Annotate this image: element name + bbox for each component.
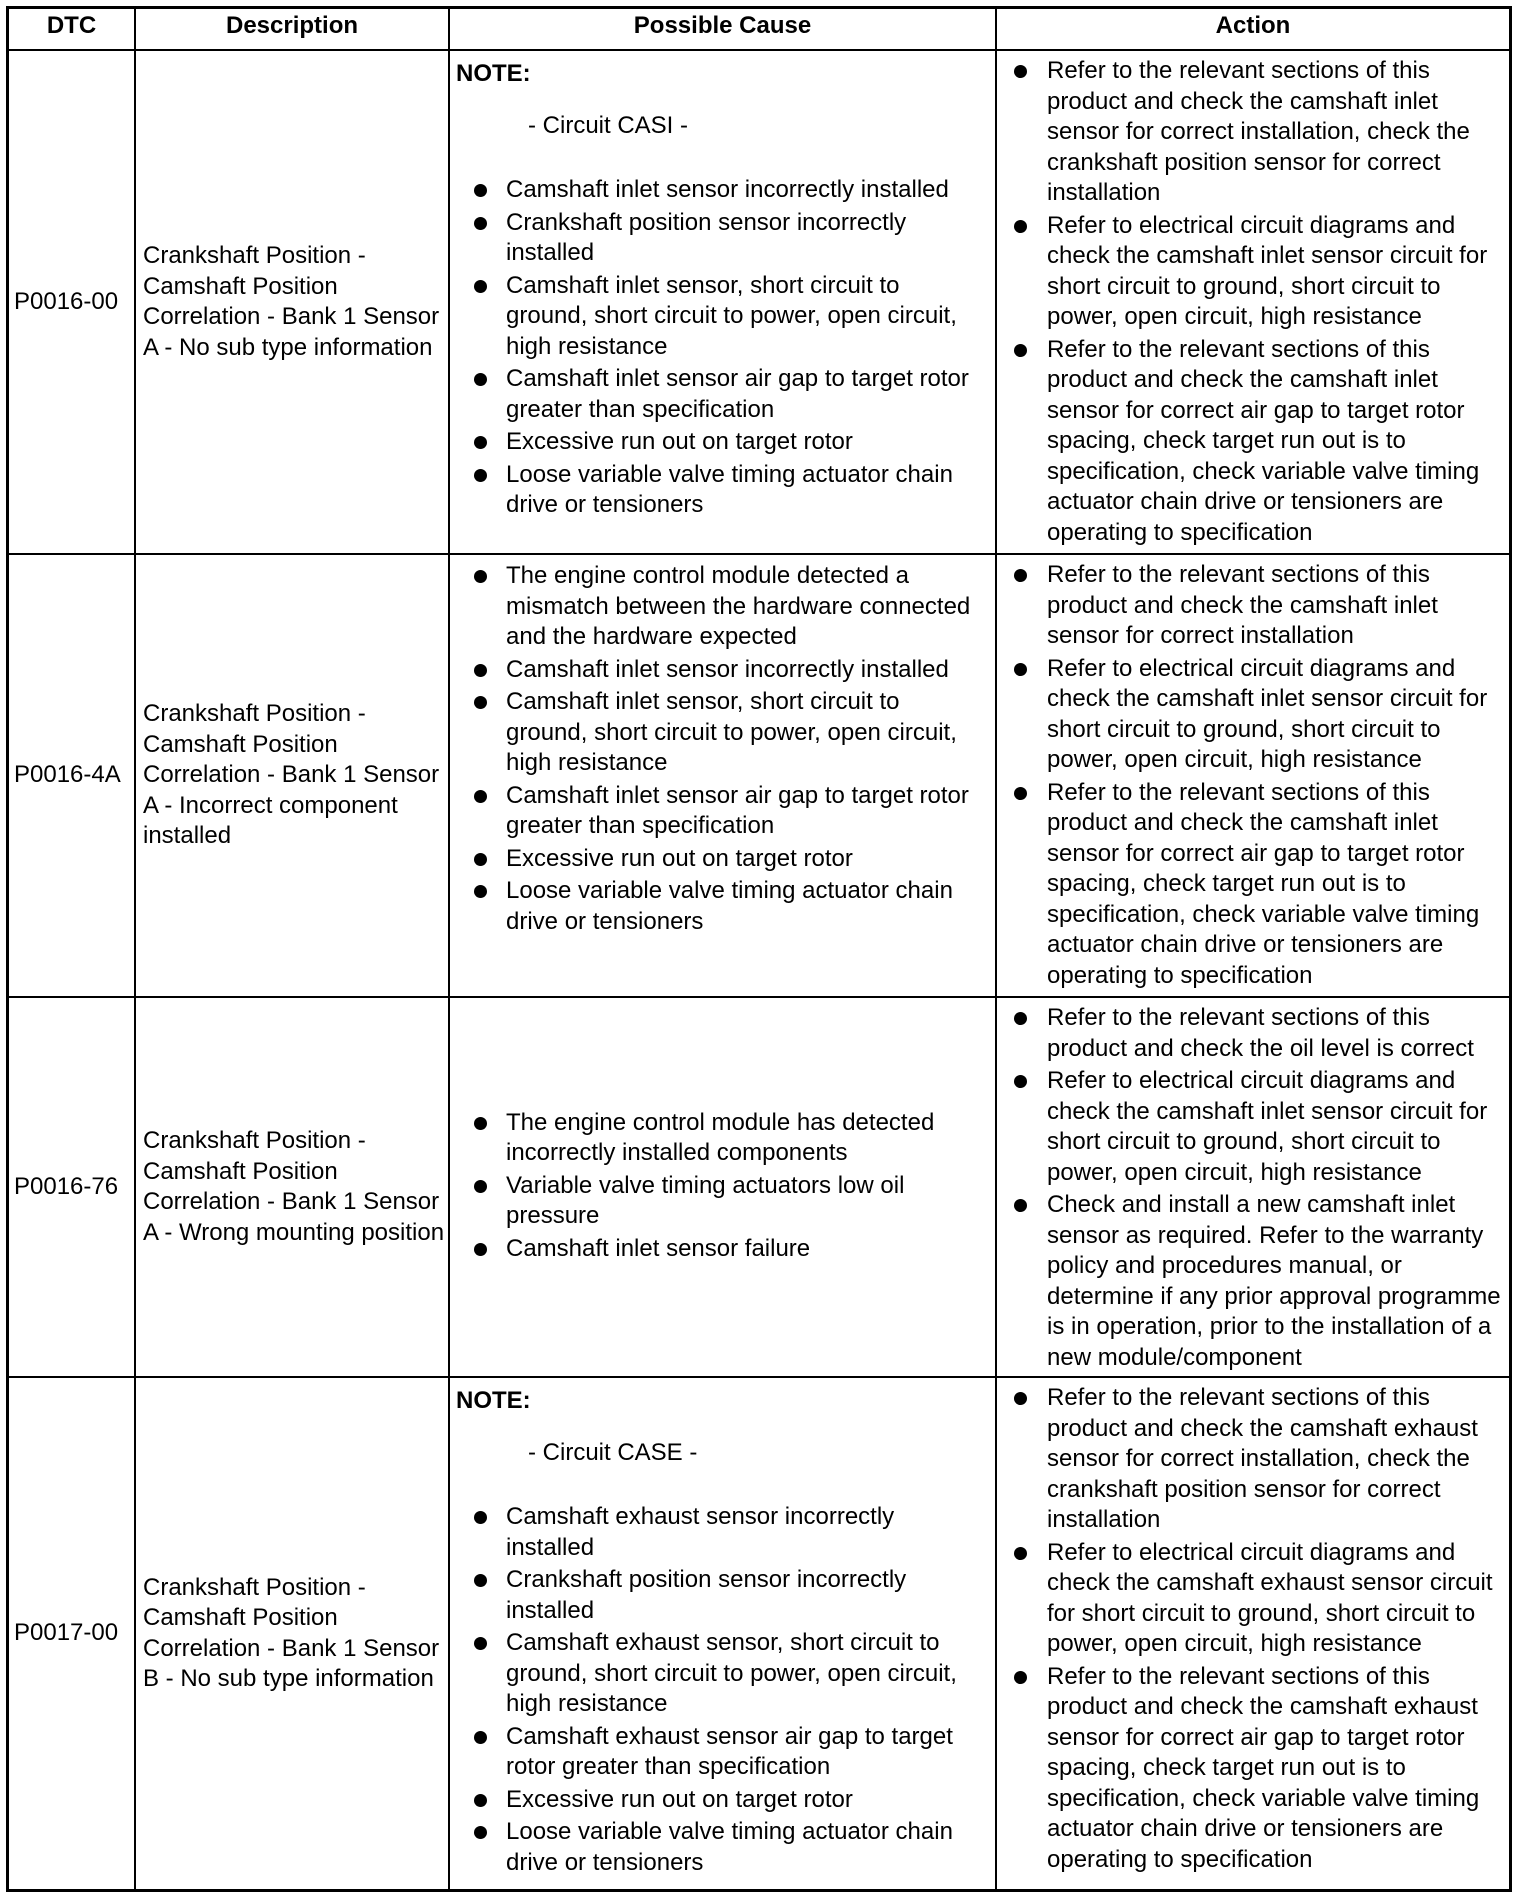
list-item: Check and install a new camshaft inlet sensor as required. Refer to the warranty policy and procedures manual, or determine if any prior approval programme is in operation, prior to the installation of a new module/component xyxy=(1013,1190,1503,1373)
action-cell xyxy=(995,1378,1509,1889)
description-text: Crankshaft Position - Camshaft Position Correlation - Bank 1 Sensor A - Incorrect component installed xyxy=(143,700,440,850)
cause-list xyxy=(456,561,985,937)
header-description: Description xyxy=(134,9,448,49)
dtc-code: P0017-00 xyxy=(14,1619,119,1647)
list-item: Refer to the relevant sections of this product and check the camshaft inlet sensor for correct air gap to target rotor spacing, check target run out is to specification, check variable valve timing actuator chain drive or tensioners are operating to specification xyxy=(1013,778,1503,992)
cause-list xyxy=(456,1108,985,1265)
description-cell xyxy=(134,51,448,553)
action-list xyxy=(1013,1383,1503,1875)
dtc-table xyxy=(6,6,1512,1892)
list-item: Refer to the relevant sections of this product and check the oil level is correct xyxy=(1013,1003,1503,1064)
note-circuit: - Circuit CASI - xyxy=(528,111,689,139)
header-action: Action xyxy=(995,9,1509,49)
possible-cause-cell xyxy=(448,1378,995,1889)
action-list xyxy=(1013,1003,1503,1373)
table-row xyxy=(9,49,1509,553)
list-item: Refer to the relevant sections of this product and check the camshaft exhaust sensor for correct installation, check the crankshaft position sensor for correct installation xyxy=(1013,1383,1503,1536)
list-item: Crankshaft position sensor incorrectly installed xyxy=(456,208,985,269)
list-item: Camshaft inlet sensor failure xyxy=(456,1234,985,1265)
list-item: Refer to electrical circuit diagrams and check the camshaft inlet sensor circuit for short circuit to ground, short circuit to power, open circuit, high resistance xyxy=(1013,1066,1503,1188)
possible-cause-cell xyxy=(448,555,995,996)
possible-cause-cell xyxy=(448,51,995,553)
description-text: Crankshaft Position - Camshaft Position Correlation - Bank 1 Sensor A - No sub type information xyxy=(143,242,440,361)
list-item: Camshaft inlet sensor air gap to target rotor greater than specification xyxy=(456,781,985,842)
note-label: NOTE: xyxy=(456,1387,531,1414)
action-cell xyxy=(995,998,1509,1376)
list-item: Excessive run out on target rotor xyxy=(456,427,985,458)
action-cell xyxy=(995,555,1509,996)
action-cell xyxy=(995,51,1509,553)
list-item: Refer to the relevant sections of this product and check the camshaft exhaust sensor for correct air gap to target rotor spacing, check target run out is to specification, check variable valve timing actuator chain drive or tensioners are operating to specification xyxy=(1013,1662,1503,1876)
list-item: Refer to the relevant sections of this product and check the camshaft inlet sensor for correct air gap to target rotor spacing, check target run out is to specification, check variable valve timing actuator chain drive or tensioners are operating to specification xyxy=(1013,335,1503,549)
dtc-cell xyxy=(9,51,134,553)
description-cell xyxy=(134,1378,448,1889)
list-item: Refer to electrical circuit diagrams and check the camshaft exhaust sensor circuit for short circuit to ground, short circuit to power, open circuit, high resistance xyxy=(1013,1538,1503,1660)
table-row xyxy=(9,996,1509,1376)
list-item: Camshaft exhaust sensor, short circuit to ground, short circuit to power, open circuit, high resistance xyxy=(456,1628,985,1720)
cause-list xyxy=(456,175,985,521)
possible-cause-cell xyxy=(448,998,995,1376)
action-list xyxy=(1013,56,1503,548)
list-item: Excessive run out on target rotor xyxy=(456,1785,985,1816)
list-item: Camshaft inlet sensor incorrectly installed xyxy=(456,655,985,686)
list-item: Loose variable valve timing actuator chain drive or tensioners xyxy=(456,1817,985,1878)
description-cell xyxy=(134,998,448,1376)
list-item: Camshaft exhaust sensor incorrectly installed xyxy=(456,1502,985,1563)
note-label: NOTE: xyxy=(456,60,531,87)
note-circuit: - Circuit CASE - xyxy=(528,1438,698,1466)
list-item: Loose variable valve timing actuator chain drive or tensioners xyxy=(456,460,985,521)
list-item: Camshaft inlet sensor air gap to target rotor greater than specification xyxy=(456,364,985,425)
list-item: Camshaft inlet sensor incorrectly installed xyxy=(456,175,985,206)
table-row xyxy=(9,1376,1509,1889)
list-item: Loose variable valve timing actuator chain drive or tensioners xyxy=(456,876,985,937)
list-item: Refer to electrical circuit diagrams and check the camshaft inlet sensor circuit for short circuit to ground, short circuit to power, open circuit, high resistance xyxy=(1013,211,1503,333)
list-item: The engine control module detected a mismatch between the hardware connected and the hardware expected xyxy=(456,561,985,653)
dtc-cell xyxy=(9,555,134,996)
list-item: Excessive run out on target rotor xyxy=(456,844,985,875)
table-header-row xyxy=(9,9,1509,49)
description-text: Crankshaft Position - Camshaft Position Correlation - Bank 1 Sensor A - Wrong mounting position xyxy=(143,1127,445,1246)
description-cell xyxy=(134,555,448,996)
header-possible-cause: Possible Cause xyxy=(448,9,995,49)
list-item: Refer to the relevant sections of this product and check the camshaft inlet sensor for correct installation xyxy=(1013,560,1503,652)
dtc-code: P0016-00 xyxy=(14,287,119,315)
description-text: Crankshaft Position - Camshaft Position Correlation - Bank 1 Sensor B - No sub type information xyxy=(143,1573,440,1692)
dtc-cell xyxy=(9,1378,134,1889)
list-item: Camshaft inlet sensor, short circuit to ground, short circuit to power, open circuit, high resistance xyxy=(456,687,985,779)
list-item: Crankshaft position sensor incorrectly installed xyxy=(456,1565,985,1626)
list-item: The engine control module has detected incorrectly installed components xyxy=(456,1108,985,1169)
cause-list xyxy=(456,1502,985,1878)
list-item: Camshaft inlet sensor, short circuit to ground, short circuit to power, open circuit, high resistance xyxy=(456,271,985,363)
header-dtc: DTC xyxy=(46,12,97,39)
dtc-code: P0016-76 xyxy=(14,1172,119,1200)
list-item: Refer to the relevant sections of this product and check the camshaft inlet sensor for correct installation, check the crankshaft position sensor for correct installation xyxy=(1013,56,1503,209)
dtc-cell xyxy=(9,998,134,1376)
list-item: Camshaft exhaust sensor air gap to target rotor greater than specification xyxy=(456,1722,985,1783)
action-list xyxy=(1013,560,1503,991)
list-item: Variable valve timing actuators low oil pressure xyxy=(456,1171,985,1232)
list-item: Refer to electrical circuit diagrams and check the camshaft inlet sensor circuit for short circuit to ground, short circuit to power, open circuit, high resistance xyxy=(1013,654,1503,776)
table-row xyxy=(9,553,1509,996)
dtc-code: P0016-4A xyxy=(14,761,121,789)
